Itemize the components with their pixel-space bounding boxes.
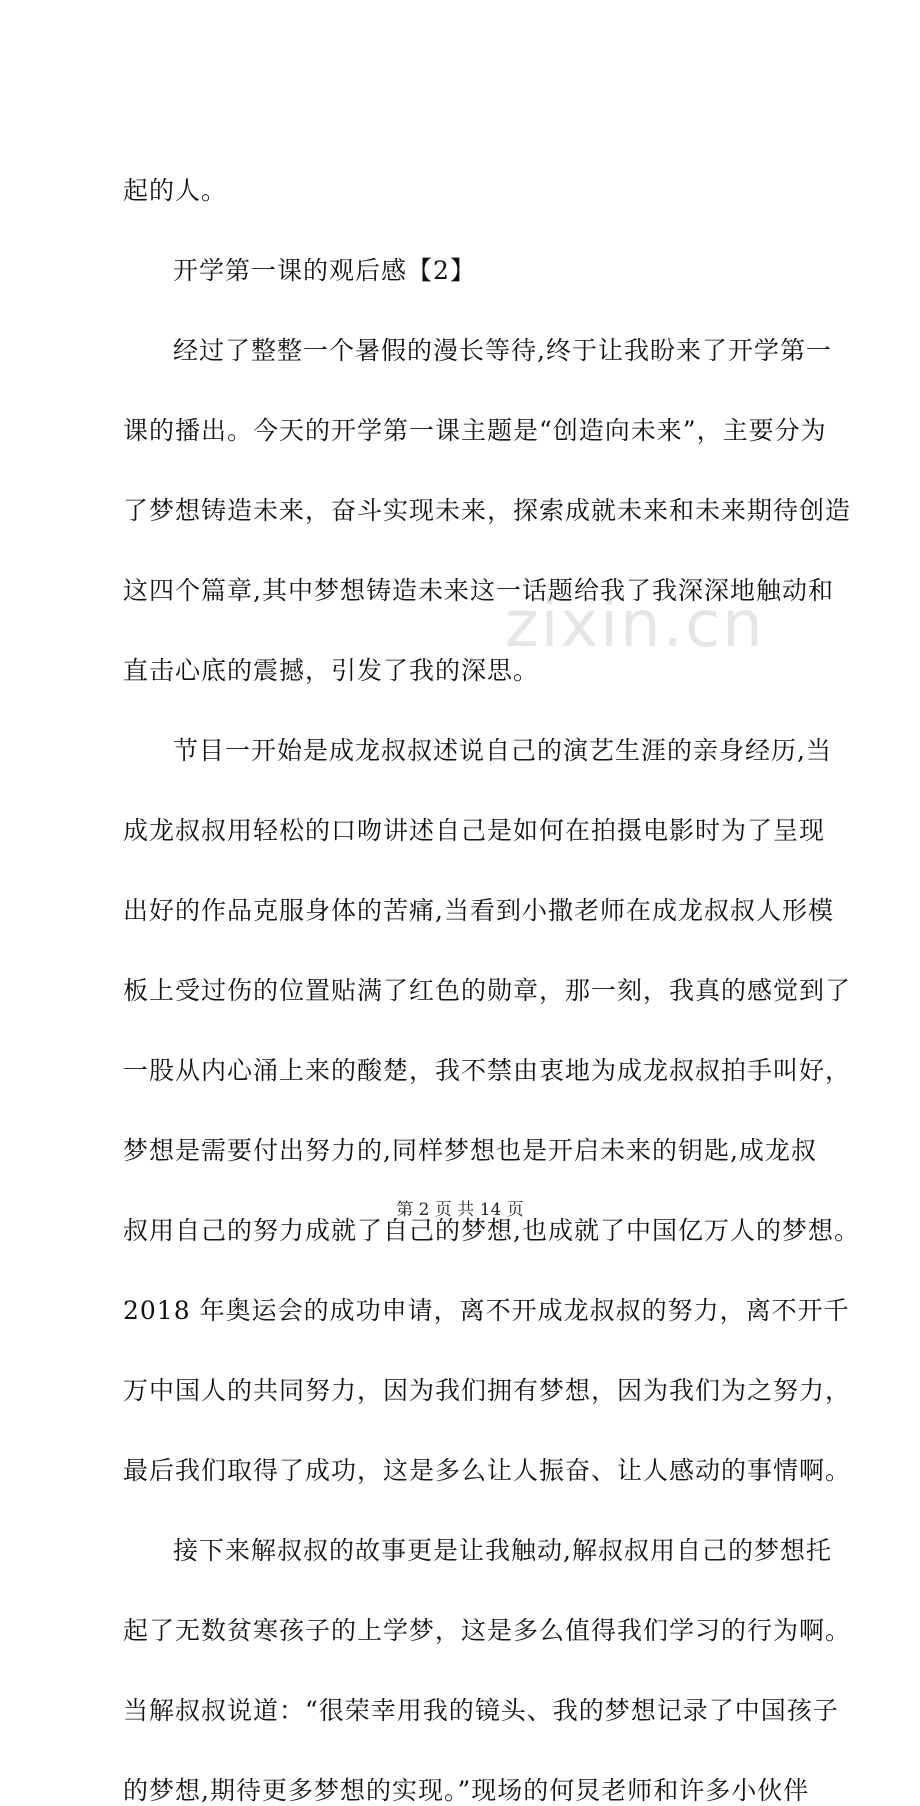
text-line: 节目一开始是成龙叔叔述说自己的演艺生涯的亲身经历,当 (173, 736, 832, 765)
text-line: 一股从内心涌上来的酸楚，我不禁由衷地为成龙叔叔拍手叫好， (123, 1056, 852, 1085)
text-line: 接下来解叔叔的故事更是让我触动,解叔叔用自己的梦想托 (173, 1536, 832, 1565)
text-line: 板上受过伤的位置贴满了红色的勋章，那一刻，我真的感觉到了 (123, 976, 852, 1005)
section-heading: 开学第一课的观后感【2】 (173, 256, 476, 285)
text-line: 叔用自己的努力成就了自己的梦想,也成就了中国亿万人的梦想。 (123, 1216, 860, 1245)
watermark: zixin.cn (505, 588, 765, 662)
text-line: 2018 年奥运会的成功申请，离不开成龙叔叔的努力，离不开千 (123, 1296, 850, 1325)
text-line: 课的播出。今天的开学第一课主题是“创造向未来”，主要分为 (123, 416, 827, 445)
text-line: 梦想是需要付出努力的,同样梦想也是开启未来的钥匙,成龙叔 (123, 1136, 817, 1165)
text-line: 起的人。 (123, 176, 228, 205)
text-line: 出好的作品克服身体的苦痛,当看到小撒老师在成龙叔叔人形模 (123, 896, 834, 925)
text-line: 经过了整整一个暑假的漫长等待,终于让我盼来了开学第一 (173, 336, 832, 365)
text-line: 起了无数贫寒孩子的上学梦，这是多么值得我们学习的行为啊。 (123, 1616, 852, 1645)
text-line: 最后我们取得了成功，这是多么让人振奋、让人感动的事情啊。 (123, 1456, 852, 1485)
page-footer: 第 2 页 共 14 页 (396, 1200, 524, 1220)
text-line: 了梦想铸造未来，奋斗实现未来，探索成就未来和未来期待创造 (123, 496, 852, 525)
text-line: 这四个篇章,其中梦想铸造未来这一话题给我了我深深地触动和 (123, 576, 834, 605)
text-line: 直击心底的震撼，引发了我的深思。 (123, 656, 540, 685)
text-line: 当解叔叔说道：“很荣幸用我的镜头、我的梦想记录了中国孩子 (123, 1696, 839, 1725)
text-line: 的梦想,期待更多梦想的实现。”现场的何炅老师和许多小伙伴 (123, 1776, 810, 1805)
text-line: 成龙叔叔用轻松的口吻讲述自己是如何在拍摄电影时为了呈现 (123, 816, 826, 845)
text-line: 万中国人的共同努力，因为我们拥有梦想，因为我们为之努力， (123, 1376, 852, 1405)
